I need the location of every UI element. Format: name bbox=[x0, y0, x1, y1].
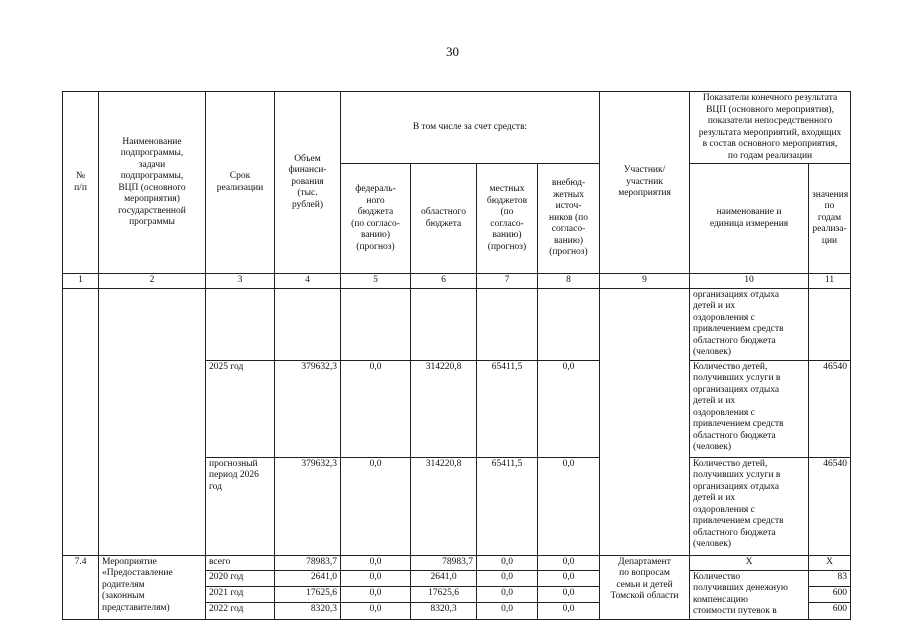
column-number: 8 bbox=[538, 274, 600, 289]
name-cell bbox=[99, 288, 206, 555]
period-cell: прогнозный период 2026 год bbox=[206, 457, 275, 555]
column-number: 7 bbox=[477, 274, 538, 289]
extra-cell bbox=[538, 288, 600, 360]
column-number: 11 bbox=[809, 274, 851, 289]
federal-cell: 0,0 bbox=[341, 360, 411, 457]
indicator-cell: организациях отдыха детей и их оздоровления с привлечением средств областного бюджета (человек) bbox=[690, 288, 809, 360]
column-number: 3 bbox=[206, 274, 275, 289]
column-number: 1 bbox=[63, 274, 99, 289]
header-participant: Участник/ участник мероприятия bbox=[600, 92, 690, 274]
number-cell: 7.4 bbox=[63, 555, 99, 619]
period-cell bbox=[206, 288, 275, 360]
total-cell bbox=[275, 288, 341, 360]
local-cell bbox=[477, 288, 538, 360]
federal-cell bbox=[341, 288, 411, 360]
period-cell: 2025 год bbox=[206, 360, 275, 457]
regional-cell: 314220,8 bbox=[411, 457, 477, 555]
header-indicator-name: наименование и единица измерения bbox=[690, 164, 809, 274]
value-cell: Х bbox=[809, 555, 851, 570]
total-cell: 379632,3 bbox=[275, 457, 341, 555]
header-name: Наименование подпрограммы, задачи подпрограммы, ВЦП (основного мероприятия) государственной программы bbox=[99, 92, 206, 274]
total-cell: 78983,7 bbox=[275, 555, 341, 570]
indicator-cell: Количество получивших денежную компенсацию стоимости путевок в bbox=[690, 570, 809, 619]
regional-cell: 17625,6 bbox=[411, 586, 477, 602]
regional-cell bbox=[411, 288, 477, 360]
regional-cell: 8320,3 bbox=[411, 603, 477, 619]
regional-cell: 78983,7 bbox=[411, 555, 477, 570]
value-cell: 83 bbox=[809, 570, 851, 586]
extra-cell: 0,0 bbox=[538, 586, 600, 602]
regional-cell: 314220,8 bbox=[411, 360, 477, 457]
column-number: 5 bbox=[341, 274, 411, 289]
value-cell bbox=[809, 288, 851, 360]
header-federal: федераль- ного бюджета (по согласо- ванию) (прогноз) bbox=[341, 164, 411, 274]
value-cell: 46540 bbox=[809, 360, 851, 457]
total-cell: 379632,3 bbox=[275, 360, 341, 457]
federal-cell: 0,0 bbox=[341, 586, 411, 602]
period-cell: 2020 год bbox=[206, 570, 275, 586]
federal-cell: 0,0 bbox=[341, 603, 411, 619]
table-row bbox=[63, 288, 851, 360]
header-indicator-values: значения по годам реализа- ции bbox=[809, 164, 851, 274]
local-cell: 0,0 bbox=[477, 570, 538, 586]
value-cell: 46540 bbox=[809, 457, 851, 555]
header-indicators: Показатели конечного результата ВЦП (основного мероприятия), показатели непосредственного результата мероприятий, входящих в состав основного мероприятия, по годам реализации bbox=[690, 92, 851, 164]
header-funding-sources: В том числе за счет средств: bbox=[341, 92, 600, 164]
local-cell: 0,0 bbox=[477, 555, 538, 570]
header-number: № п/п bbox=[63, 92, 99, 274]
column-numbers-row bbox=[63, 274, 851, 289]
extra-cell: 0,0 bbox=[538, 457, 600, 555]
budget-table bbox=[62, 91, 851, 620]
federal-cell: 0,0 bbox=[341, 457, 411, 555]
extra-cell: 0,0 bbox=[538, 360, 600, 457]
participant-cell bbox=[600, 288, 690, 555]
local-cell: 65411,5 bbox=[477, 457, 538, 555]
period-cell: 2021 год bbox=[206, 586, 275, 602]
header-period: Срок реализации bbox=[206, 92, 275, 274]
column-number: 4 bbox=[275, 274, 341, 289]
local-cell: 0,0 bbox=[477, 586, 538, 602]
total-cell: 2641,0 bbox=[275, 570, 341, 586]
header-local: местных бюджетов (по согласо- ванию) (прогноз) bbox=[477, 164, 538, 274]
local-cell: 0,0 bbox=[477, 603, 538, 619]
header-regional: областного бюджета bbox=[411, 164, 477, 274]
table-row bbox=[63, 555, 851, 570]
column-number: 6 bbox=[411, 274, 477, 289]
indicator-cell: Количество детей, получивших услуги в организациях отдыха детей и их оздоровления с привлечением средств областного бюджета (человек) bbox=[690, 360, 809, 457]
page-number: 30 bbox=[446, 44, 459, 59]
indicator-cell: Х bbox=[690, 555, 809, 570]
extra-cell: 0,0 bbox=[538, 603, 600, 619]
header-extrabudgetary: внебюд- жетных источ- ников (по согласо- ванию) (прогноз) bbox=[538, 164, 600, 274]
period-cell: 2022 год bbox=[206, 603, 275, 619]
total-cell: 17625,6 bbox=[275, 586, 341, 602]
regional-cell: 2641,0 bbox=[411, 570, 477, 586]
federal-cell: 0,0 bbox=[341, 555, 411, 570]
participant-cell: Департамент по вопросам семьи и детей Томской области bbox=[600, 555, 690, 619]
indicator-cell: Количество детей, получивших услуги в организациях отдыха детей и их оздоровления с привлечением средств областного бюджета (человек) bbox=[690, 457, 809, 555]
column-number: 9 bbox=[600, 274, 690, 289]
local-cell: 65411,5 bbox=[477, 360, 538, 457]
period-cell: всего bbox=[206, 555, 275, 570]
name-cell: Мероприятие «Предоставление родителям (законным представителям) bbox=[99, 555, 206, 619]
value-cell: 600 bbox=[809, 603, 851, 619]
number-cell bbox=[63, 288, 99, 555]
total-cell: 8320,3 bbox=[275, 603, 341, 619]
header-funding-volume: Объем финанси- рования (тыс. рублей) bbox=[275, 92, 341, 274]
extra-cell: 0,0 bbox=[538, 555, 600, 570]
column-number: 2 bbox=[99, 274, 206, 289]
header-row-1 bbox=[63, 92, 851, 164]
value-cell: 600 bbox=[809, 586, 851, 602]
extra-cell: 0,0 bbox=[538, 570, 600, 586]
column-number: 10 bbox=[690, 274, 809, 289]
federal-cell: 0,0 bbox=[341, 570, 411, 586]
